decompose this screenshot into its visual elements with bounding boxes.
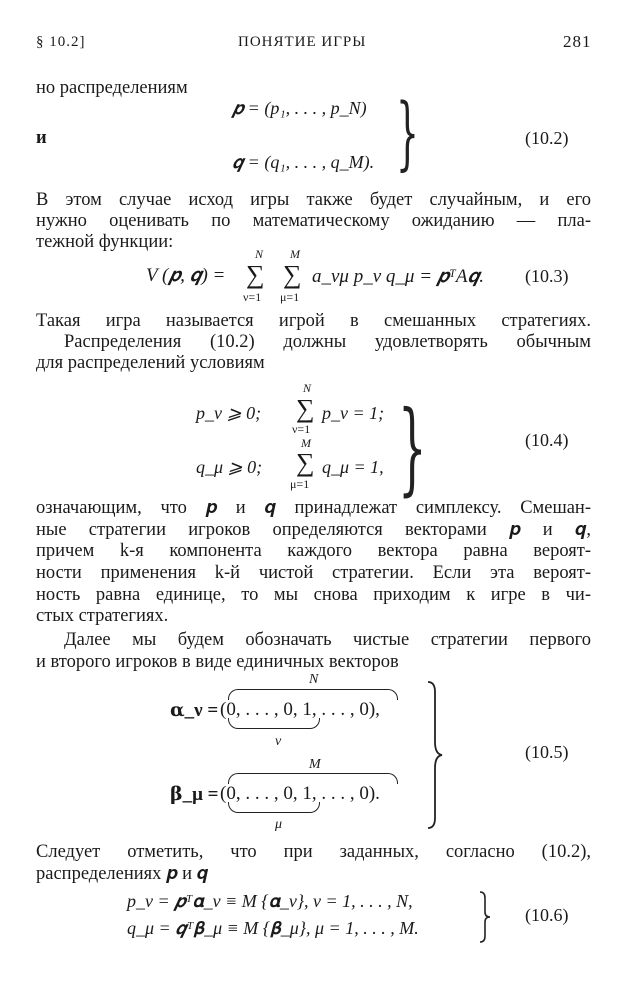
eq-10-4-number: (10.4) [525, 430, 569, 450]
paragraph-5-line-1: Следует отметить, что при заданных, согласно (10.2), [36, 842, 591, 862]
eq-10-3-lhs: V (𝒑, 𝒒) = [146, 265, 226, 286]
eq-10-6-row2: q_μ = 𝒒ᵀ𝛃_μ ≡ M {𝛃_μ}, μ = 1, . . . , M. [127, 918, 419, 938]
eq-10-4-row1-sum-top: N [303, 381, 312, 395]
page-number: 281 [563, 32, 592, 51]
eq-10-3-sum1-top: N [255, 247, 264, 261]
eq-10-6-number: (10.6) [525, 905, 569, 925]
eq-10-3-rhs: a_νμ p_ν q_μ = 𝒑ᵀA𝒒. [312, 266, 485, 287]
eq-10-4-row2-sum-bottom: μ=1 [290, 477, 310, 491]
paragraph-1-line-3: тежной функции: [36, 232, 174, 252]
paragraph-3-line-2: ные стратегии игроков определяются векторами 𝒑 и 𝒒, [36, 520, 591, 540]
eq-10-5-row1-top-label: N [309, 672, 319, 687]
eq-10-4-row1-sum-bottom: ν=1 [292, 422, 311, 436]
paragraph-4-line-1: Далее мы будем обозначать чистые стратегии первого [64, 630, 591, 650]
eq-10-5-row1-lhs: 𝛂_ν = [170, 700, 219, 721]
paragraph-2-line-1: Такая игра называется игрой в смешанных стратегиях. [36, 311, 591, 331]
underbrace-icon [228, 718, 320, 729]
eq-10-5-number: (10.5) [525, 742, 569, 762]
right-brace-icon: } [396, 86, 419, 179]
eq-10-3-sum2-bottom: μ=1 [280, 290, 300, 304]
right-brace-icon: } [398, 389, 427, 506]
eq-10-4-row2-right: q_μ = 1, [322, 457, 384, 477]
right-brace-icon [478, 890, 492, 944]
eq-10-2-intro: но распределениям [36, 78, 188, 98]
paragraph-2-line-2: Распределения (10.2) должны удовлетворять обычным [64, 332, 591, 352]
eq-10-5-row1-bottom-label: ν [275, 734, 282, 749]
eq-10-2-and: и [36, 128, 47, 148]
eq-10-4-row2-left: q_μ ⩾ 0; [196, 457, 263, 477]
eq-10-5-row2-lhs: 𝛃_μ = [170, 784, 219, 805]
eq-10-5-row2-vector: (0, . . . , 0, 1, . . . , 0). [220, 783, 380, 804]
eq-10-5-row2-bottom-label: μ [275, 817, 283, 832]
paragraph-1-line-1: В этом случае исход игры также будет случайным, и его [36, 190, 591, 210]
underbrace-icon [228, 802, 320, 813]
paragraph-3-line-1: означающим, что 𝒑 и 𝒒 принадлежат симплексу. Смешан- [36, 498, 591, 518]
eq-10-3-number: (10.3) [525, 266, 569, 286]
eq-10-4-row1-right: p_ν = 1; [322, 403, 385, 423]
sigma-icon: ∑ [296, 394, 315, 423]
paragraph-3-line-4: ности применения k-й чистой стратегии. Если эта вероят- [36, 563, 591, 583]
paragraph-3-line-3: причем k-я компонента каждого вектора равна вероят- [36, 541, 591, 561]
eq-10-2-line1: 𝒑 = (p₁, . . . , p_N) [232, 98, 367, 118]
eq-10-4-row1-left: p_ν ⩾ 0; [196, 403, 262, 423]
sigma-icon: ∑ [246, 260, 265, 289]
header-section: § 10.2] [36, 34, 86, 50]
eq-10-2-line2: 𝒒 = (q₁, . . . , q_M). [232, 152, 375, 172]
paragraph-3-line-5: ность равна единице, то мы снова приходим к игре в чи- [36, 585, 591, 605]
eq-10-3-sum1-bottom: ν=1 [243, 290, 262, 304]
eq-10-5-row2-top-label: M [309, 757, 321, 772]
eq-10-5-row1-vector: (0, . . . , 0, 1, . . . , 0), [220, 699, 380, 720]
eq-10-6-row1: p_ν = 𝒑ᵀ𝛂_ν ≡ M {𝛂_ν}, ν = 1, . . . , N, [127, 891, 413, 911]
paragraph-3-line-6: стых стратегиях. [36, 606, 169, 626]
paragraph-5-line-2: распределениях 𝒑 и 𝒒 [36, 864, 209, 884]
sigma-icon: ∑ [296, 448, 315, 477]
sigma-icon: ∑ [283, 260, 302, 289]
header-title: ПОНЯТИЕ ИГРЫ [238, 34, 367, 50]
eq-10-3-sum2-top: M [290, 247, 300, 261]
eq-10-4-row2-sum-top: M [301, 436, 311, 450]
paragraph-2-line-3: для распределений условиям [36, 353, 265, 373]
eq-10-2-number: (10.2) [525, 128, 569, 148]
paragraph-1-line-2: нужно оценивать по математическому ожиданию — пла- [36, 211, 591, 231]
right-brace-icon [425, 680, 445, 830]
paragraph-4-line-2: и второго игроков в виде единичных векторов [36, 652, 399, 672]
